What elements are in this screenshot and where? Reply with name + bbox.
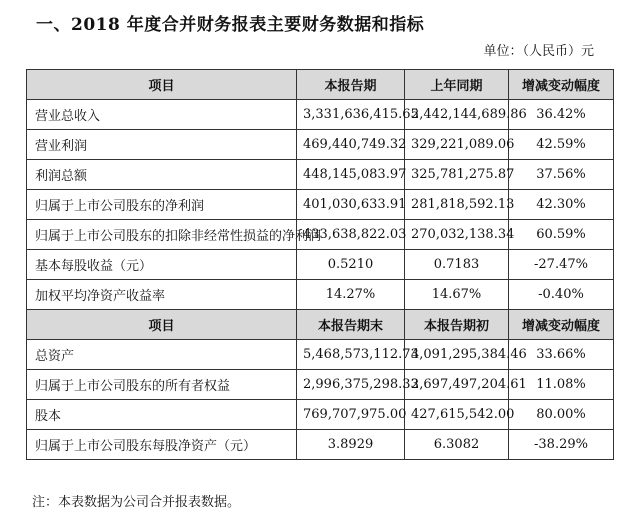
table-row — [27, 130, 614, 160]
row-change-value: 60.59% — [509, 220, 614, 250]
table-row — [27, 160, 614, 190]
row-change-value: 42.30% — [509, 190, 614, 220]
row-prior-value: 329,221,089.06 — [405, 130, 509, 160]
row-prior-value: 4,091,295,384.46 — [405, 340, 509, 370]
header-current-period: 本报告期 — [297, 70, 405, 100]
table-row — [27, 100, 614, 130]
table-row — [27, 340, 614, 370]
row-change-value: -27.47% — [509, 250, 614, 280]
row-current-value: 5,468,573,112.73 — [297, 340, 405, 370]
row-current-value: 14.27% — [297, 280, 405, 310]
row-prior-value: 2,697,497,204.61 — [405, 370, 509, 400]
row-change-value: 42.59% — [509, 130, 614, 160]
row-item-label: 营业利润 — [27, 130, 297, 160]
table-row — [27, 430, 614, 460]
row-item-label: 归属于上市公司股东每股净资产（元） — [27, 430, 297, 460]
header-period-start: 本报告期初 — [405, 310, 509, 340]
row-item-label: 营业总收入 — [27, 100, 297, 130]
currency-unit-label: 单位：（人民币）元 — [483, 44, 594, 59]
table-row — [27, 400, 614, 430]
row-change-value: -38.29% — [509, 430, 614, 460]
row-item-label: 基本每股收益（元） — [27, 250, 297, 280]
row-item-label: 归属于上市公司股东的所有者权益 — [27, 370, 297, 400]
table-row — [27, 190, 614, 220]
financial-data-table — [26, 69, 614, 460]
row-current-value: 469,440,749.32 — [297, 130, 405, 160]
header-period-end: 本报告期末 — [297, 310, 405, 340]
table-row — [27, 370, 614, 400]
row-change-value: 36.42% — [509, 100, 614, 130]
row-item-label: 利润总额 — [27, 160, 297, 190]
row-prior-value: 14.67% — [405, 280, 509, 310]
table-header-row — [27, 70, 614, 100]
row-current-value: 433,638,822.03 — [297, 220, 405, 250]
row-current-value: 0.5210 — [297, 250, 405, 280]
row-change-value: 11.08% — [509, 370, 614, 400]
row-prior-value: 427,615,542.00 — [405, 400, 509, 430]
header-change: 增减变动幅度 — [509, 70, 614, 100]
header-change: 增减变动幅度 — [509, 310, 614, 340]
row-current-value: 769,707,975.00 — [297, 400, 405, 430]
page-title: 一、2018 年度合并财务报表主要财务数据和指标 — [36, 15, 425, 35]
row-item-label: 归属于上市公司股东的扣除非经常性损益的净利润 — [27, 220, 297, 250]
row-current-value: 3.8929 — [297, 430, 405, 460]
header-item: 项目 — [27, 310, 297, 340]
row-current-value: 448,145,083.97 — [297, 160, 405, 190]
table-header-row — [27, 310, 614, 340]
row-prior-value: 270,032,138.34 — [405, 220, 509, 250]
row-current-value: 2,996,375,298.33 — [297, 370, 405, 400]
row-prior-value: 281,818,592.13 — [405, 190, 509, 220]
table-footnote: 注：本表数据为公司合并报表数据。 — [32, 495, 241, 510]
row-prior-value: 0.7183 — [405, 250, 509, 280]
row-item-label: 归属于上市公司股东的净利润 — [27, 190, 297, 220]
row-current-value: 401,030,633.91 — [297, 190, 405, 220]
row-prior-value: 6.3082 — [405, 430, 509, 460]
table-row — [27, 220, 614, 250]
table-row — [27, 250, 614, 280]
row-change-value: 80.00% — [509, 400, 614, 430]
row-prior-value: 325,781,275.87 — [405, 160, 509, 190]
row-item-label: 加权平均净资产收益率 — [27, 280, 297, 310]
row-change-value: -0.40% — [509, 280, 614, 310]
header-prior-period: 上年同期 — [405, 70, 509, 100]
row-current-value: 3,331,636,415.65 — [297, 100, 405, 130]
row-change-value: 37.56% — [509, 160, 614, 190]
row-item-label: 总资产 — [27, 340, 297, 370]
row-item-label: 股本 — [27, 400, 297, 430]
header-item: 项目 — [27, 70, 297, 100]
row-change-value: 33.66% — [509, 340, 614, 370]
table-row — [27, 280, 614, 310]
row-prior-value: 2,442,144,689.86 — [405, 100, 509, 130]
